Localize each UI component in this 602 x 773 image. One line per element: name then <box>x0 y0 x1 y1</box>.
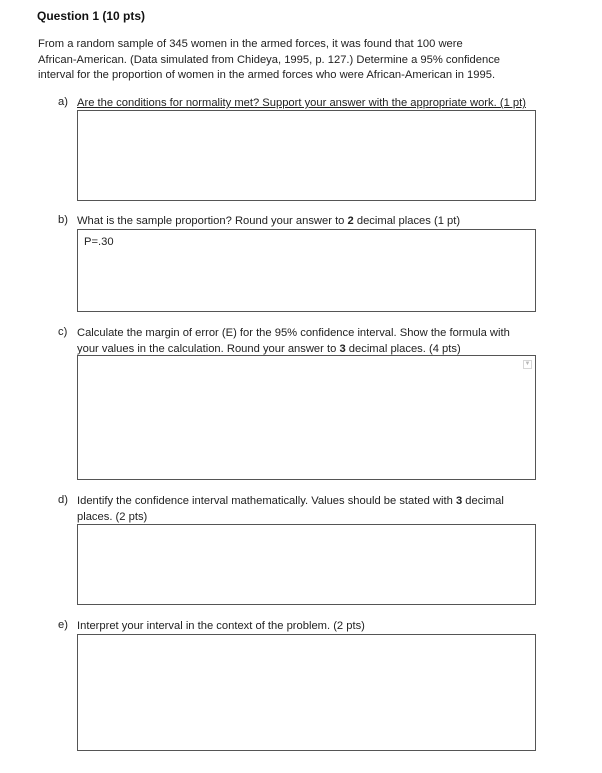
part-e-label: e) <box>58 619 68 631</box>
part-b-prompt-post: decimal places (1 pt) <box>353 215 461 227</box>
part-c-prompt-line-1: Calculate the margin of error (E) for the 95% confidence interval. Show the formula with <box>77 327 510 339</box>
part-d-prompt-line-2: places. (2 pts) <box>77 510 148 523</box>
part-c-label: c) <box>58 326 68 338</box>
intro-line-3: interval for the proportion of women in the armed forces who were African-American in 1995. <box>38 69 496 81</box>
part-b-prompt-pre: What is the sample proportion? Round your answer to <box>77 215 348 227</box>
part-d-label: d) <box>58 494 68 506</box>
part-d-answer-box[interactable] <box>77 524 536 605</box>
part-a-answer-box[interactable] <box>77 110 536 201</box>
part-c-answer-box[interactable] <box>77 355 536 480</box>
part-d-prompt-line-1 <box>77 494 504 510</box>
question-title: Question 1 (10 pts) <box>37 9 146 23</box>
part-d-prompt-line-1-bold: 3 <box>455 495 463 507</box>
part-a-prompt-text: Are the conditions for normality met? Support your answer with the appropriate work. (1 pt) <box>77 97 526 109</box>
part-b-label: b) <box>58 214 68 226</box>
part-b-answer-box[interactable]: P=.30 <box>77 229 536 312</box>
part-b-prompt <box>77 214 460 230</box>
part-e-prompt: Interpret your interval in the context of the problem. (2 pts) <box>77 620 365 632</box>
part-c-prompt-line-2-post: decimal places. (4 pts) <box>345 342 461 355</box>
part-c-prompt <box>77 326 510 357</box>
part-d-prompt-line-1-pre: Identify the confidence interval mathematically. Values should be stated with <box>77 495 456 507</box>
intro-line-2: African-American. (Data simulated from Chideya, 1995, p. 127.) Determine a 95% confidence <box>38 53 501 66</box>
part-c-prompt-line-2-bold: 3 <box>339 342 346 355</box>
part-e-answer-box[interactable] <box>77 634 536 751</box>
part-c-prompt-line-2-pre: your values in the calculation. Round your answer to <box>77 342 340 355</box>
question-intro <box>38 37 558 84</box>
chevron-down-icon[interactable]: ▼ <box>524 361 531 367</box>
intro-line-1: From a random sample of 345 women in the armed forces, it was found that 100 were <box>38 38 463 50</box>
part-d-prompt <box>77 494 504 525</box>
part-a-label: a) <box>58 96 68 108</box>
part-d-prompt-line-1-post: decimal <box>462 495 504 507</box>
part-b-prompt-bold: 2 <box>347 215 354 227</box>
